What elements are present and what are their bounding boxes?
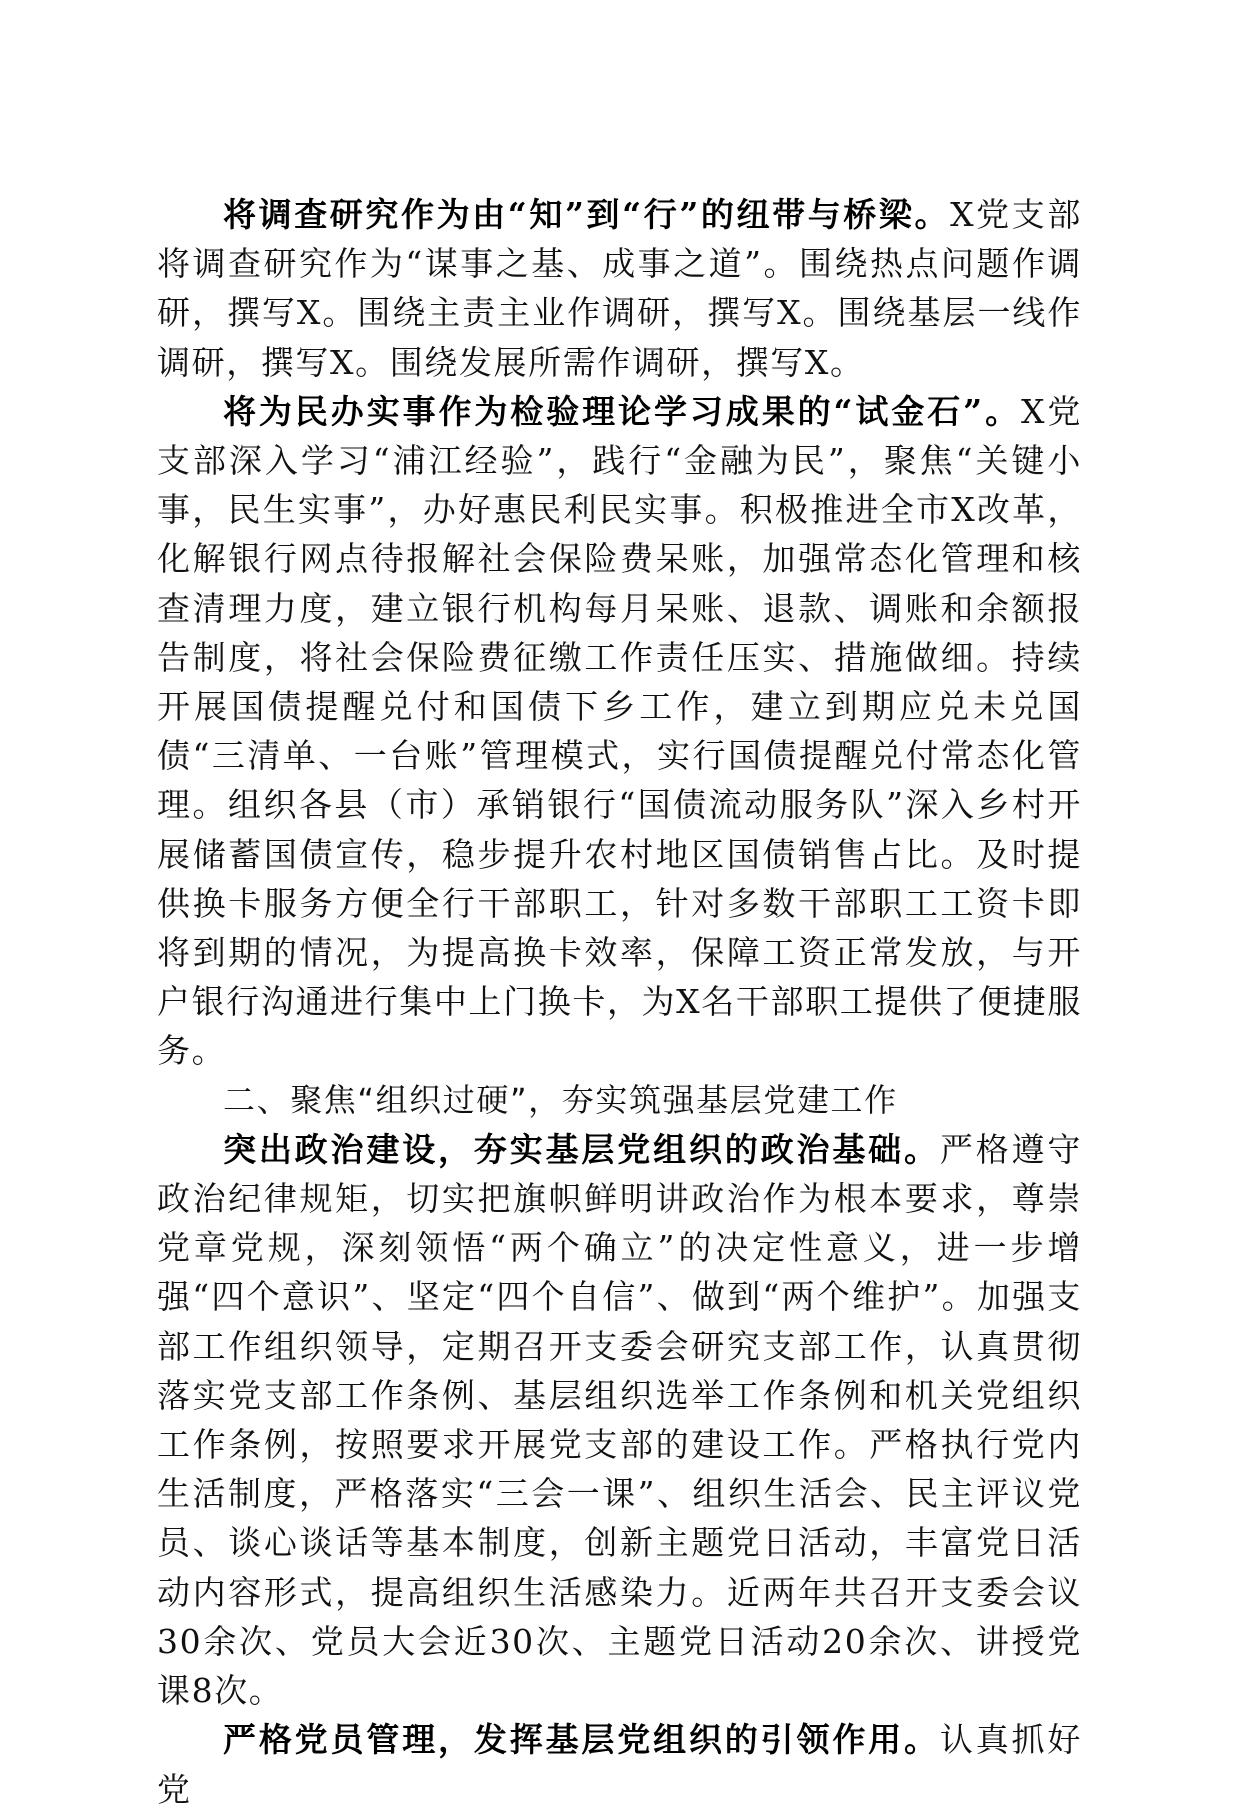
paragraph-research xyxy=(157,190,1082,387)
paragraph-lead: 突出政治建设，夯实基层党组织的政治基础。 xyxy=(223,1129,940,1169)
section-heading: 二、聚焦“组织过硬”，夯实筑强基层党建工作 xyxy=(223,1080,898,1119)
paragraph-lead: 严格党员管理，发挥基层党组织的引领作用。 xyxy=(223,1720,940,1760)
paragraph-text: X党支部深入学习“浦江经验”，践行“金融为民”，聚焦“关键小事，民生实事”，办好惠民利民实事。积极推进全市X改革，化解银行网点待报解社会保险费呆账，加强常态化管理和核查清理力度，建立银行机构每月呆账、退款、调账和余额报告制度，将社会保险费征缴工作责任压实、措施做细。持续开展国债提醒兑付和国债下乡工作，建立到期应兑未兑国债“三清单、一台账”管理模式，实行国债提醒兑付常态化管理。组织各县（市）承销银行“国债流动服务队”深入乡村开展储蓄国债宣传，稳步提升农村地区国债销售占比。及时提供换卡服务方便全行干部职工，针对多数干部职工工资卡即将到期的情况，为提高换卡效率，保障工资正常发放，与开户银行沟通进行集中上门换卡，为X名干部职工提供了便捷服务。 xyxy=(157,391,1082,1071)
paragraph-member-management xyxy=(157,1715,1082,1813)
paragraph-practical-affairs xyxy=(157,387,1082,1076)
paragraph-text: X党支部将调查研究作为“谋事之基、成事之道”。围绕热点问题作调研，撰写X。围绕主责主业作调研，撰写X。围绕基层一线作调研，撰写X。围绕发展所需作调研，撰写X。 xyxy=(157,195,1082,382)
paragraph-lead: 将为民办实事作为检验理论学习成果的“试金石”。 xyxy=(223,391,1021,431)
paragraph-lead: 将调查研究作为由“知”到“行”的纽带与桥梁。 xyxy=(223,195,951,234)
paragraph-political-building xyxy=(157,1125,1082,1715)
paragraph-text: 严格遵守政治纪律规矩，切实把旗帜鲜明讲政治作为根本要求，尊崇党章党规，深刻领悟“两个确立”的决定性意义，进一步增强“四个意识”、坚定“四个自信”、做到“两个维护”。加强支部工作组织领导，定期召开支委会研究支部工作，认真贯彻落实党支部工作条例、基层组织选举工作条例和机关党组织工作条例，按照要求开展党支部的建设工作。严格执行党内生活制度，严格落实“三会一课”、组织生活会、民主评议党员、谈心谈话等基本制度，创新主题党日活动，丰富党日活动内容形式，提高组织生活感染力。近两年共召开支委会议30余次、党员大会近30次、主题党日活动20余次、讲授党课8次。 xyxy=(157,1129,1083,1711)
document-body xyxy=(157,190,1082,1814)
paragraph-text: 认真抓好党 xyxy=(157,1720,1083,1809)
